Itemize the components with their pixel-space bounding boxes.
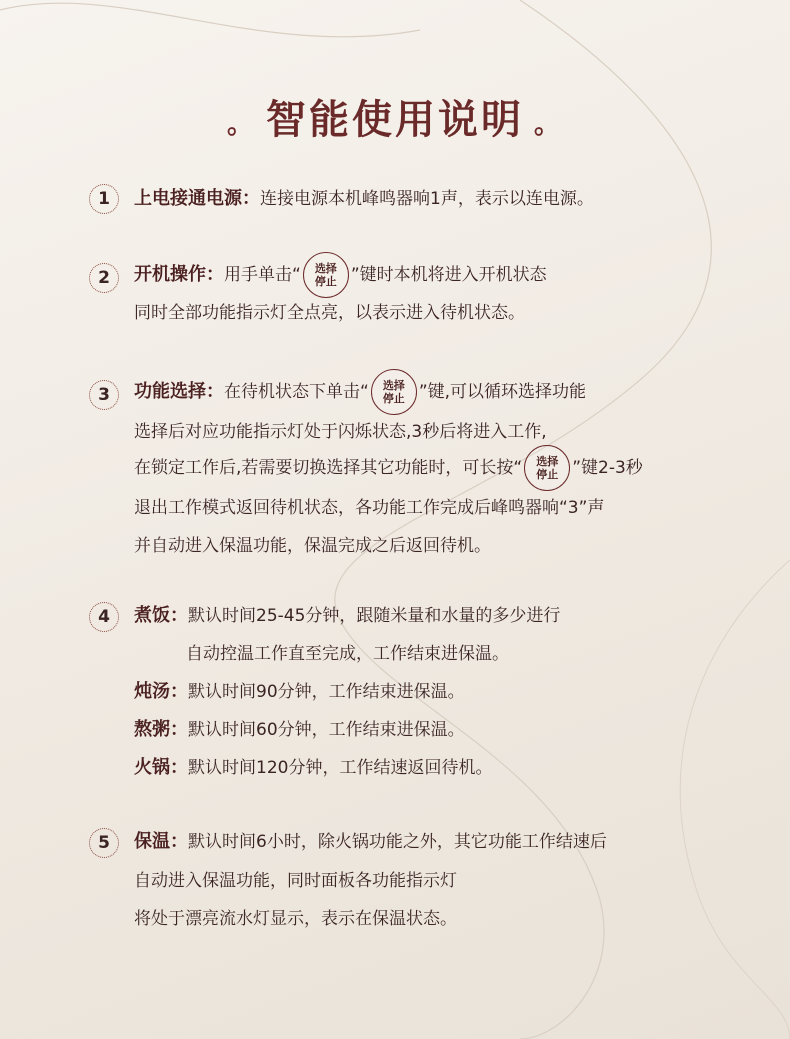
title-dot-right: 。 [534,109,564,140]
select-stop-key-icon: 选择 停止 [371,369,417,415]
hotpot-heading: 火锅： [134,757,188,778]
section-2-line-1 [134,255,547,295]
section-2-post: ”键时本机将进入开机状态 [350,265,547,285]
porridge-text: 默认时间60分钟，工作结束进保温。 [188,720,465,740]
section-1-number: 1 [89,184,119,214]
rice-text: 默认时间25-45分钟，跟随米量和水量的多少进行 [188,606,561,626]
section-4-line-2: 自动控温工作直至完成，工作结束进保温。 [186,644,509,664]
page-title [0,88,790,145]
select-stop-key-icon: 选择 停止 [524,445,570,491]
section-4-line-5 [134,756,492,780]
section-3-line-4: 退出工作模式返回待机状态，各功能工作完成后峰鸣器响“3”声 [134,498,605,518]
section-1-heading: 上电接通电源： [134,188,260,209]
section-1-line-1 [134,187,594,211]
section-3-l3-post: ”键2-3秒 [572,458,643,478]
section-3-line-1 [134,372,586,412]
section-2-heading: 开机操作： [134,264,224,285]
section-5-line-3: 将处于漂亮流水灯显示，表示在保温状态。 [134,909,457,929]
section-3-post: ”键,可以循环选择功能 [418,382,587,402]
keep-warm-text: 默认时间6小时，除火锅功能之外，其它功能工作结速后 [188,832,607,852]
keep-warm-heading: 保温： [134,831,188,852]
hotpot-text: 默认时间120分钟，工作结速返回待机。 [188,758,493,778]
section-5-number: 5 [89,828,119,858]
section-3-line-3 [134,446,643,490]
section-3-heading: 功能选择： [134,381,224,402]
section-2-number: 2 [89,263,119,293]
title-dot-left: 。 [226,109,256,140]
section-3-line-2: 选择后对应功能指示灯处于闪烁状态,3秒后将进入工作, [134,422,547,442]
section-2-pre: 用手单击“ [224,265,301,285]
section-3-pre: 在待机状态下单击“ [224,382,369,402]
porridge-heading: 熬粥： [134,719,188,740]
section-5-line-2: 自动进入保温功能，同时面板各功能指示灯 [134,871,457,891]
rice-heading: 煮饭： [134,605,188,626]
soup-text: 默认时间90分钟，工作结束进保温。 [188,682,465,702]
section-2-line-2: 同时全部功能指示灯全点亮，以表示进入待机状态。 [134,303,525,323]
section-3-l3-pre: 在锁定工作后,若需要切换选择其它功能时，可长按“ [134,458,523,478]
section-3-line-5: 并自动进入保温功能，保温完成之后返回待机。 [134,536,491,556]
section-5-line-1 [134,830,607,854]
section-3-number: 3 [89,380,119,410]
section-4-line-3 [134,680,465,704]
title-text: 智能使用说明 [266,97,524,143]
section-1-text: 连接电源本机峰鸣器响1声，表示以连电源。 [260,189,594,209]
section-4-number: 4 [89,602,119,632]
section-4-line-4 [134,718,465,742]
section-4-line-1 [134,604,560,628]
soup-heading: 炖汤： [134,681,188,702]
select-stop-key-icon: 选择 停止 [303,252,349,298]
